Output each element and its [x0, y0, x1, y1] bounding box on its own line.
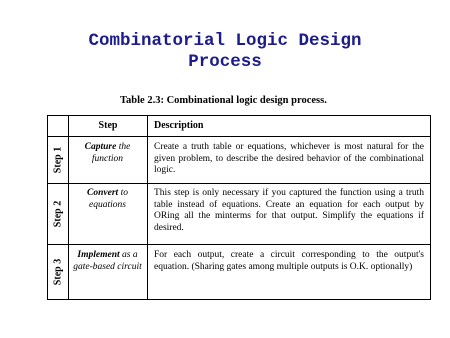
header-step: Step [98, 120, 118, 131]
table-caption: Table 2.3: Combinational logic design process. [120, 95, 327, 106]
step-description-3: For each output, create a circuit corresponding to the output's equation. (Sharing gates among multiple outputs is O.K. optionally) [154, 250, 424, 272]
row-divider [48, 136, 430, 137]
step-description-1: Create a truth table or equations, whichever is most natural for the given problem, to describe the desired behavior of the combinational logic. [154, 142, 424, 175]
step-name-capture [68, 142, 147, 165]
row-label-text: Step 1 [52, 146, 64, 174]
step-object: to equations [89, 188, 128, 210]
row-label-text: Step 3 [52, 258, 64, 286]
header-description: Description [154, 120, 204, 131]
row-divider [48, 183, 430, 184]
step-action: Capture [84, 142, 117, 152]
row-divider [48, 244, 430, 245]
row-label-step-3 [48, 245, 68, 299]
step-description-2: This step is only necessary if you captured the function using a truth table instead of equations. Create an equation for each output by ORing all the minterms for that output. Simplify the equations if desired. [154, 188, 424, 233]
row-label-step-1 [48, 137, 68, 183]
column-divider [147, 116, 148, 299]
step-action: Convert [87, 188, 119, 198]
row-label-text: Step 2 [52, 200, 64, 228]
process-table [47, 115, 431, 300]
slide-title-line-1: Combinatorial Logic Design [88, 31, 362, 51]
step-object: the function [91, 142, 131, 164]
step-object: as a gate-based circuit [73, 250, 142, 272]
step-name-convert [68, 188, 147, 211]
slide-title-line-2: Process [188, 52, 262, 72]
step-name-implement [68, 250, 147, 273]
step-action: Implement [77, 250, 120, 260]
row-label-step-2 [48, 184, 68, 244]
